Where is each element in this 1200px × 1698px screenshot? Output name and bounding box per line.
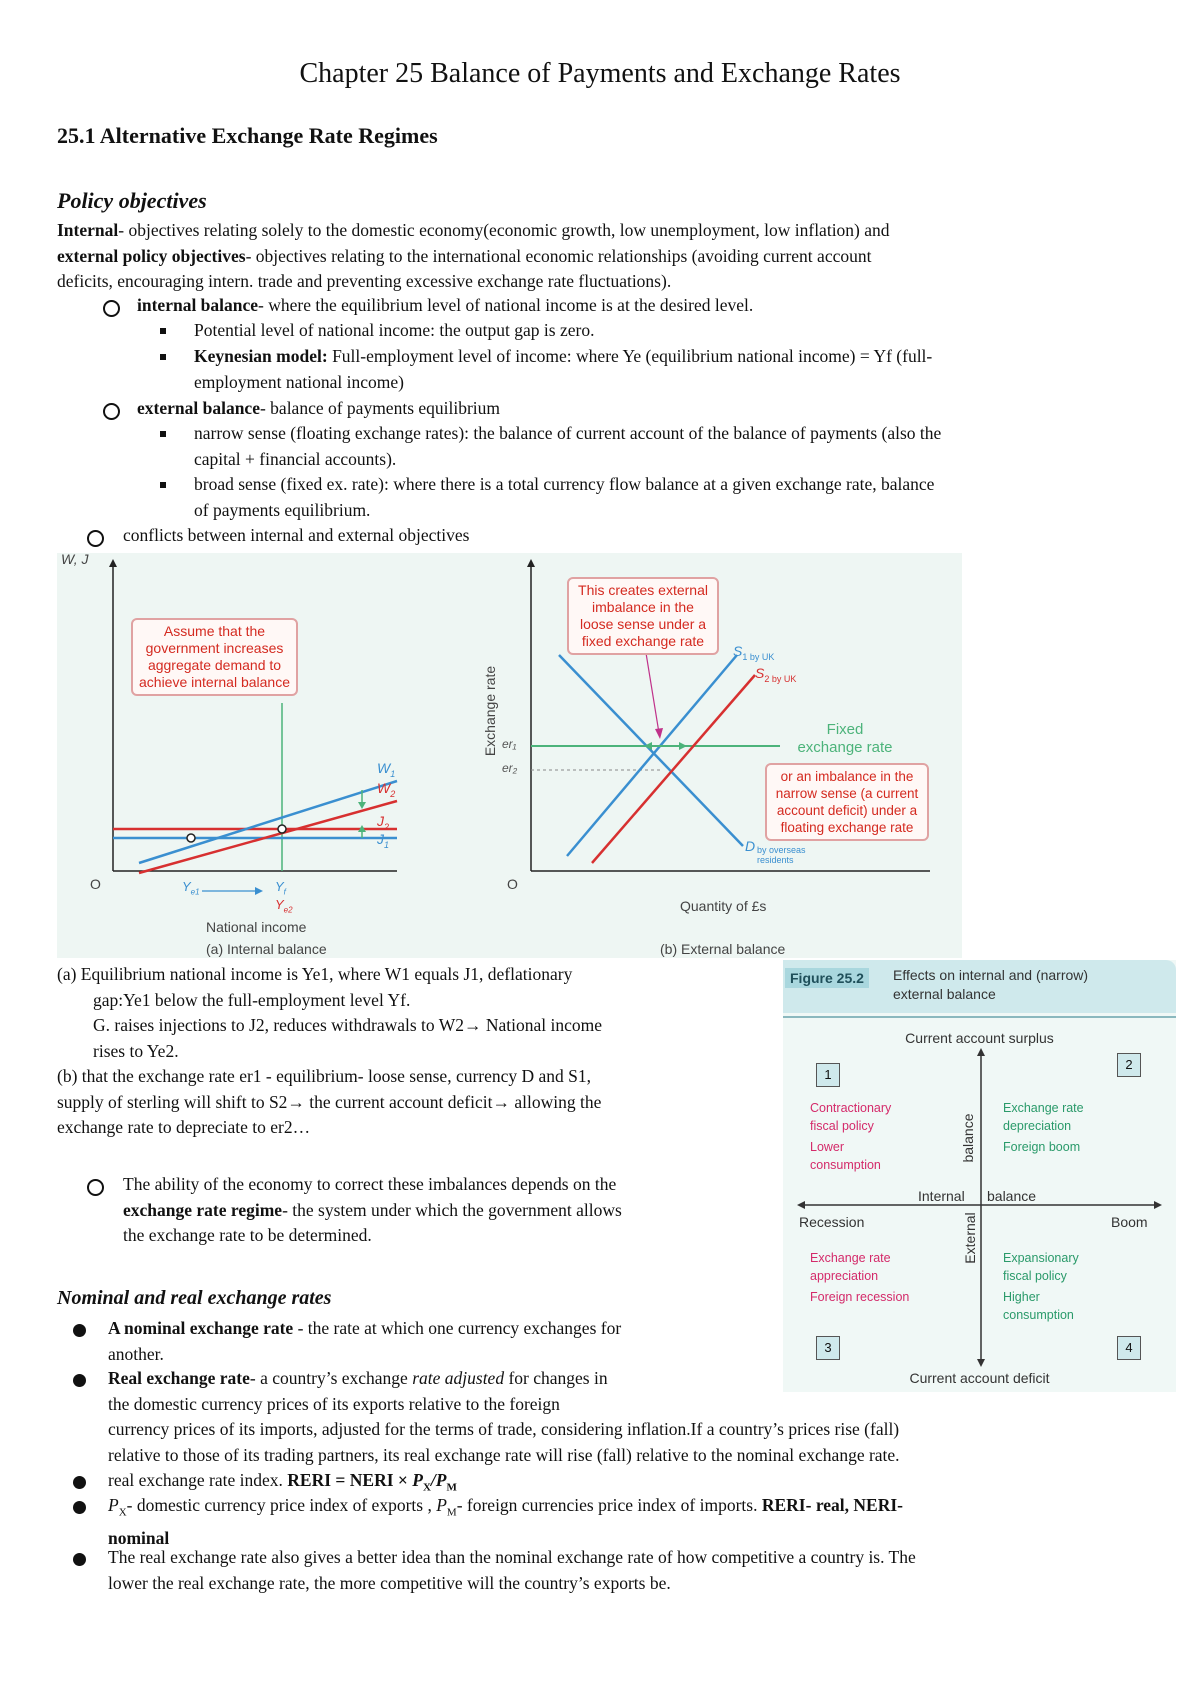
label-d-sub: by overseas residents [757, 845, 806, 865]
balance-label: balance [987, 1188, 1037, 1204]
x-axis-label-quantity: Quantity of £s [680, 898, 767, 914]
dot-bullet-icon [73, 1501, 86, 1514]
label-d: D [745, 838, 756, 854]
balance-vertical-label: balance [960, 1113, 976, 1163]
quadrant-4-badge: 4 [1117, 1336, 1141, 1360]
dot-bullet-icon [73, 1374, 86, 1387]
quadrant-1-items: Contractionary fiscal policy Lower consumption [810, 1101, 892, 1172]
figure-diagrams [57, 553, 962, 958]
square-bullet-icon [160, 431, 166, 437]
dot-bullet-icon [73, 1553, 86, 1566]
quadrant-2-badge: 2 [1117, 1053, 1141, 1077]
nominal-real-heading: Nominal and real exchange rates [57, 1287, 332, 1309]
section-heading: 25.1 Alternative Exchange Rate Regimes [57, 123, 438, 148]
explanation-a: (a) Equilibrium national income is Ye1, where W1 equals J1, deflationary gap:Ye1 below the full-employment level Yf. G. raises injections to J2, reduces withdrawals to W2→ National income rises to Ye2. [57, 964, 603, 1061]
external-label: External [962, 1212, 978, 1264]
origin-label: O [507, 876, 518, 892]
label-j1: $J_1$ [377, 831, 390, 850]
quadrant-axes [783, 960, 1176, 1392]
figure-25-2 [783, 960, 1176, 1392]
page-title: Chapter 25 Balance of Payments and Exchange Rates [299, 58, 901, 89]
policy-objectives-heading: Policy objectives [57, 188, 207, 213]
callout-aggregate-demand: Assume that the government increases aggregate demand to achieve internal balance [131, 618, 298, 696]
label-yf: $Y_f$ [275, 879, 286, 897]
caption-external-balance: (b) External balance [660, 941, 786, 957]
axis-label-wj: W, J [61, 551, 89, 567]
square-bullet-icon [160, 328, 166, 334]
callout-external-imbalance: This creates external imbalance in the loose sense under a fixed exchange rate [567, 577, 719, 655]
reri-item: real exchange rate index. RERI = NERI × $P_X/P_M$ [108, 1470, 457, 1494]
circle-bullet-icon [87, 1179, 104, 1196]
label-er2: er₂ [502, 761, 518, 775]
keynesian-item: Keynesian model: Full-employment level of income: where Ye (equilibrium national income) = Yf (full- employment national income) [194, 346, 933, 392]
label-ye1: $Y_{e1}$ [182, 879, 200, 897]
nominal-rate-item: A nominal exchange rate - the rate at which one currency exchanges for another. [108, 1318, 622, 1364]
quadrant-3-items: Exchange rate appreciation Foreign recession [810, 1251, 910, 1304]
square-bullet-icon [160, 354, 166, 360]
dot-bullet-icon [73, 1476, 86, 1489]
current-account-surplus: Current account surplus [905, 1030, 1054, 1046]
circle-bullet-icon [103, 300, 120, 317]
external-balance-item: external balance- balance of payments equilibrium [137, 398, 501, 418]
internal-balance-panel [57, 553, 442, 958]
label-ye2: $Y_{e2}$ [275, 897, 293, 915]
real-rate-item: Real exchange rate- a country’s exchange rate adjusted for changes in the domestic currency prices of its exports relative to the foreign currency prices of its imports, adjusted for the terms of trade, considering inflation.If a country’s prices rise (fall) relative to those of its trading partners, its real exchange rate will rise (fall) relative to the nominal exchange rate. [108, 1368, 900, 1465]
origin-label: O [90, 876, 101, 892]
explanation-b: (b) that the exchange rate er1 - equilibrium- loose sense, currency D and S1, supply of sterling will shift to S2→ the current account deficit→ allowing the exchange rate to depreciate to er2… [57, 1066, 602, 1137]
label-er1: er₁ [502, 737, 517, 751]
circle-bullet-icon [87, 530, 104, 547]
label-s2: $S_{2 by UK}$ [755, 665, 797, 684]
broad-sense-item: broad sense (fixed ex. rate): where there is a total currency flow balance at a given exchange rate, balance of payments equilibrium. [194, 474, 935, 520]
label-s1: $S_{1 by UK}$ [733, 643, 775, 662]
quadrant-3-badge: 3 [816, 1336, 840, 1360]
price-index-item: $P_X-$ domestic currency price index of exports , $P_M-$ foreign currencies price index of imports. RERI- real, NERI- nominal [108, 1495, 903, 1548]
quadrant-4-items: Expansionary fiscal policy Higher consumption [1003, 1251, 1079, 1322]
quadrant-1-badge: 1 [816, 1063, 840, 1087]
external-balance-panel [455, 553, 960, 958]
potential-income-item: Potential level of national income: the output gap is zero. [194, 320, 595, 340]
current-account-deficit: Current account deficit [909, 1370, 1050, 1386]
figure-title: Effects on internal and (narrow) external balance [893, 967, 1089, 1002]
internal-label: Internal [918, 1188, 965, 1204]
narrow-sense-item: narrow sense (floating exchange rates): the balance of current account of the balance of payments (also the capital + financial accounts). [194, 423, 942, 469]
fixed-exchange-rate-label: Fixed exchange rate [797, 721, 893, 756]
boom-label: Boom [1111, 1214, 1148, 1230]
internal-balance-svg [57, 553, 442, 958]
quadrant-2-items: Exchange rate depreciation Foreign boom [1003, 1101, 1084, 1154]
callout-narrow-imbalance: or an imbalance in the narrow sense (a current account deficit) under a floating exchange rate [765, 763, 929, 841]
caption-internal-balance: (a) Internal balance [206, 941, 327, 957]
label-j2: $J_2$ [377, 813, 390, 832]
y-axis-label-exchange-rate: Exchange rate [482, 665, 498, 757]
regime-item: The ability of the economy to correct these imbalances depends on the exchange rate regime- the system under which the government allows the exchange rate to be determined. [123, 1174, 622, 1245]
recession-label: Recession [799, 1214, 865, 1230]
circle-bullet-icon [103, 403, 120, 420]
competitiveness-item: The real exchange rate also gives a better idea than the nominal exchange rate of how competitive a country is. The lower the real exchange rate, the more competitive will the country’s exports be. [108, 1547, 916, 1593]
square-bullet-icon [160, 482, 166, 488]
conflicts-item: conflicts between internal and external objectives [123, 525, 470, 545]
policy-paragraph: Internal- objectives relating solely to the domestic economy(economic growth, low unemployment, low inflation) and external policy objectives- objectives relating to the international economic relationships (avoiding current account deficits, encouraging intern. trade and preventing excessive exchange rate fluctuations). [57, 220, 890, 291]
label-w1: $W_1$ [377, 760, 396, 779]
x-axis-label-national-income: National income [206, 919, 307, 935]
internal-balance-item: internal balance- where the equilibrium level of national income is at the desired level. [137, 295, 754, 315]
figure-label: Figure 25.2 [785, 968, 869, 988]
dot-bullet-icon [73, 1324, 86, 1337]
label-w2: $W_2$ [377, 780, 396, 799]
